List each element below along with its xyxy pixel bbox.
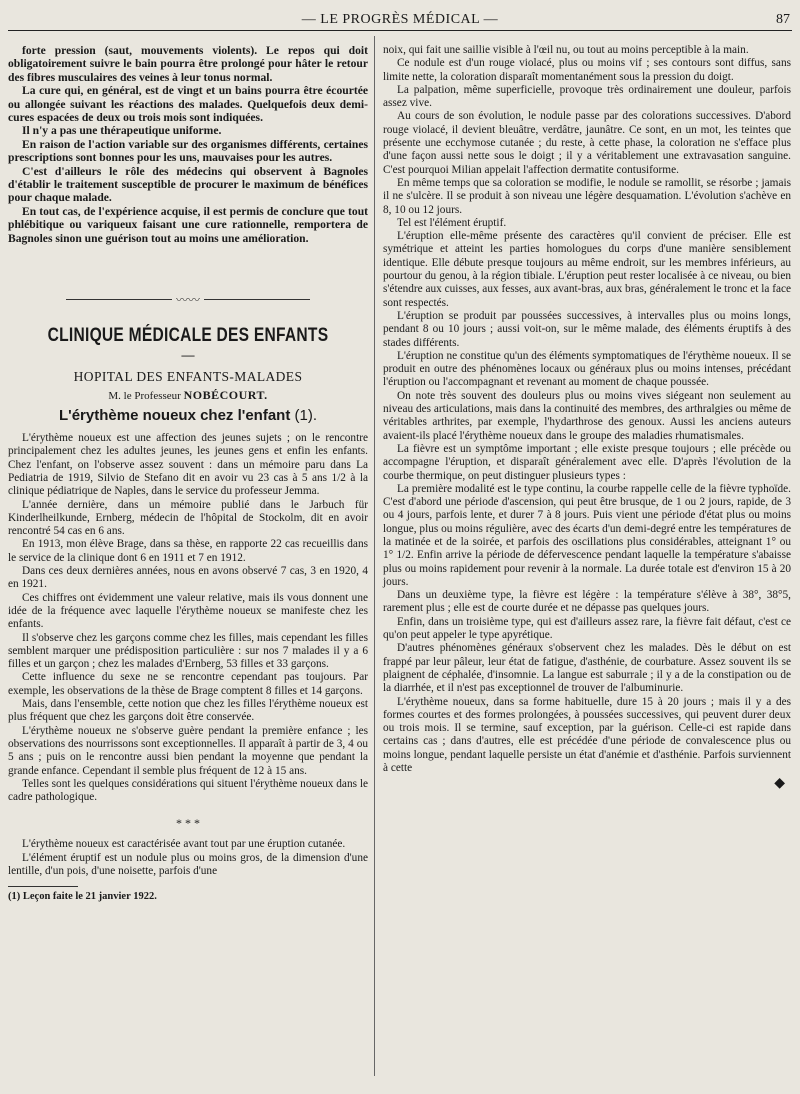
paragraph: L'année dernière, dans un mémoire publié dans le Jarbuch für Kinderlheilkunde, Ernberg, médecin de l'hôpital de Stockolm, dit en avoir rencontré 54 cas en 6 ans. [8,498,368,538]
paragraph: noix, qui fait une saillie visible à l'œil nu, ou tout au moins perceptible à la main. [383,44,749,56]
paragraph: On note très souvent des douleurs plus ou moins vives siégeant non seulement au niveau des articulations, mais dans la continuité des membres, des arthralgies ou même de véritables arthrites, par exemple, l'hydarthrose des genoux. Aussi les anciens auteurs avaient-ils placé l'érythème noueux dans le groupe des maladies rhumatismales. [383,389,791,442]
section-break-stars: * * * [176,816,200,831]
paragraph: Il s'observe chez les garçons comme chez les filles, mais cependant les filles semblent marquer une prédisposition particulière : sur nos 7 malades il y a 6 filles et un garçon ; chez les malades d'Ernberg, 53 filles et 33 garçons. [8,631,368,671]
footnote-ref: (1). [294,407,318,425]
paragraph: La première modalité est le type continu, la courbe rappelle celle de la fièvre typhoïde. C'est d'abord une période d'ascension, qui peut être brusque, de 1 ou 2 jours, rapide, de 3 ou 4 jours, parfois lente, et durer 7 à 8 jours. Puis vient une période d'état plus ou moins longue, plus ou moins régulière, avec des écarts d'un demi-degré entre les températures de la matinée et de la soirée, et parfois des oscillations plus considérables, atteignant 1° ou 1° 1/2. Enfin arrive la période de défervescence pendant laquelle la température s'abaisse plus ou moins rapidement pour revenir à la normale. La durée totale est d'environ 15 à 20 jours. [383,482,791,588]
paragraph: C'est d'ailleurs le rôle des médecins qui observent à Bagnoles d'établir le traitement susceptible de procurer le maximum de bénéfices pour chaque malade. [8,164,368,205]
page-number: 87 [776,12,790,27]
paragraph: En même temps que sa coloration se modifie, le nodule se ramollit, se résorbe ; jamais il ne s'ulcère. Il se produit à son niveau une légère desquamation. L'évolution s'achève en 8, 10 ou 12 jours. [383,176,791,216]
paragraph: Mais, dans l'ensemble, cette notion que chez les filles l'érythème noueux est plus fréquent que chez les garçons doit être conservée. [8,698,368,724]
footnote-rule [8,886,78,887]
paragraph: L'éruption elle-même présente des caractères qu'il convient de préciser. Elle est symétrique et atteint les parties homologues du corps d'une manière sensiblement identique. Elle débute presque toujours au même endroit, sur les membres inférieurs, au pourtour du genou, à la région tibiale. L'éruption peut rester localisée à ce niveau, ou bien s'étendre aux cuisses, aux fesses, aux avant-bras, aux bras, généralement le tronc et la face sont respectés. [383,230,791,309]
paragraph: L'érythème noueux ne s'observe guère pendant la première enfance ; les observations des nourrissons sont exceptionnelles. Il apparaît à partir de 3, 4 ou 5 ans ; puis on le rencontre aussi bien pendant la moyenne que pendant la grande enfance. Cependant il semble plus fréquent de 12 à 15 ans. [8,724,368,777]
paragraph: En 1913, mon élève Brage, dans sa thèse, en rapporte 22 cas recueillis dans le service de la clinique dont 6 en 1911 et 7 en 1912. [8,538,368,564]
paragraph: L'érythème noueux est une affection des jeunes sujets ; on le rencontre principalement chez les adultes jeunes, les jeunes gens et enfin les enfants. Chez l'enfant, on l'observe assez souvent : dans un mémoire paru dans La Pediatria de 1919, Silvio de Stefano dit en avoir vu 23 cas à 5 ans 1/2 à la clinique pédiatrique de Naples, dans le service du professeur Jemma. [8,432,368,498]
paragraph: La cure qui, en général, est de vingt et un bains pourra être écourtée ou allongée suivant les réactions des malades. Quelquefois deux demi-cures espacées de deux ou trois mois sont indiquées. [8,84,368,125]
title-dash: — [181,347,195,363]
paragraph: L'élément éruptif est un nodule plus ou moins gros, de la dimension d'une lentille, d'un pois, d'une noisette, parfois d'une [8,851,368,877]
paragraph: En raison de l'action variable sur des organismes différents, certaines prescriptions sont bonnes pour les uns, mauvaises pour les autres. [8,137,368,165]
journal-title: — LE PROGRÈS MÉDICAL — [301,12,499,27]
paragraph: forte pression (saut, mouvements violents). Le repos qui doit obligatoirement suivre le bain pourra être prolongé pour hâter le retour des fibres musculaires des veines à leur tonus normal. [8,44,368,84]
paragraph: L'éruption se produit par poussées successives, à intervalles plus ou moins longs, pendant 8 ou 10 jours ; aussi voit-on, sur le même malade, des éléments éruptifs à des stades différents. [383,309,791,349]
paragraph: L'éruption ne constitue qu'un des éléments symptomatiques de l'érythème noueux. Il se produit en outre des phénomènes locaux ou généraux plus ou moins intenses, précédant l'éruption ou l'accompagnant et revenant au moment de chaque poussée. [383,349,791,389]
paragraph: L'érythème noueux, dans sa forme habituelle, dure 15 à 20 jours ; mais il y a des formes courtes et des formes prolongées, à poussées successives, qui peuvent durer deux ou trois mois. Il se termine, sauf exception, par la guérison. Celle-ci est rapide dans certains cas ; dans d'autres, elle est précédée d'une période de convalescence plus ou moins longue, pendant laquelle persiste un état d'anémie et d'asthénie. Parfois surviennent à cette [383,695,791,775]
paragraph: Au cours de son évolution, le nodule passe par des colorations successives. D'abord rouge violacé, il devient bleuâtre, verdâtre, jaunâtre. Ce sont, en un mot, les teintes que présente une ecchymose cutanée ; du reste, à cette phase, la coloration ne s'efface plus d'une façon aussi nette sous le doigt ; il y a véritablement une extravasation sanguine. C'est pourquoi Milian appelait l'affection dermatite contusiforme. [383,110,791,176]
paragraph: En tout cas, de l'expérience acquise, il est permis de conclure que tout phlébitique ou variqueux faisant une cure rationnelle, remportera de Bagnoles sinon une guérison tout au moins une amélioration. [8,204,368,245]
author-prefix: M. le Professeur [108,390,181,403]
paragraph: Cette influence du sexe ne se rencontre cependant pas toujours. Par exemple, les observations de la thèse de Brage comptent 8 filles et 14 garçons. [8,671,368,697]
right-column [383,44,791,792]
article-title [8,407,368,424]
author-name: NOBÉCOURT. [183,388,268,403]
paragraph: Enfin, dans un troisième type, qui est d'ailleurs assez rare, la fièvre fait défaut, c'est ce qu'on peut appeler le type apyrétique. [383,615,791,642]
footnote: (1) Leçon faite le 21 janvier 1922. [8,891,157,903]
paragraph: L'érythème noueux est caractérisée avant tout par une éruption cutanée. [22,838,346,851]
column-divider [374,36,375,1076]
header-rule [8,30,792,31]
section-title: CLINIQUE MÉDICALE DES ENFANTS [47,325,329,347]
paragraph: Dans ces deux dernières années, nous en avons observé 7 cas, 3 en 1920, 4 en 1921. [8,565,368,591]
paragraph: Dans un deuxième type, la fièvre est légère : la température s'élève à 38°, 38°5, rarement plus ; elle est de courte durée et ne dépasse pas quelques jours. [383,589,791,615]
article-title-text: L'érythème noueux chez l'enfant [58,407,291,425]
paragraph: Ce nodule est d'un rouge violacé, plus ou moins vif ; ses contours sont diffus, sans limite nette, la coloration disparaît momentanément sous la pression du doigt. [383,57,791,83]
end-mark: ◆ [774,776,785,792]
author-line [8,388,368,403]
separator-ornament: 〰〰 [8,291,368,308]
left-column [8,44,368,902]
paragraph: Telles sont les quelques considérations qui situent l'érythème noueux dans le cadre pathologique. [8,777,368,804]
section-separator [8,291,368,307]
paragraph: La fièvre est un symptôme important ; elle existe presque toujours ; elle précède ou accompagne l'éruption, et disparaît généralement avec elle. D'après l'évolution de la courbe thermique, on peut distinguer plusieurs types : [383,442,791,482]
paragraph: Tel est l'élément éruptif. [397,216,507,229]
paragraph: Ces chiffres ont évidemment une valeur relative, mais ils vous donnent une idée de la fréquence avec laquelle l'érythème noueux se manifeste chez les enfants. [8,591,368,631]
paragraph: Il n'y a pas une thérapeutique uniforme. [22,124,222,138]
hospital-name: HOPITAL DES ENFANTS-MALADES [73,369,303,385]
running-header [0,10,800,30]
paragraph: D'autres phénomènes généraux s'observent chez les malades. Dès le début on est frappé par leur pâleur, leur état de fatigue, d'asthénie, de courbature. Assez souvent ils se plaignent de céphalée, d'insomnie. La langue est saburrale ; il y a de la constipation ou de la diarrhée, et il n'est pas exceptionnel de trouver de l'albuminurie. [383,642,791,695]
paragraph: La palpation, même superficielle, provoque très ordinairement une douleur, parfois assez vive. [383,83,791,110]
